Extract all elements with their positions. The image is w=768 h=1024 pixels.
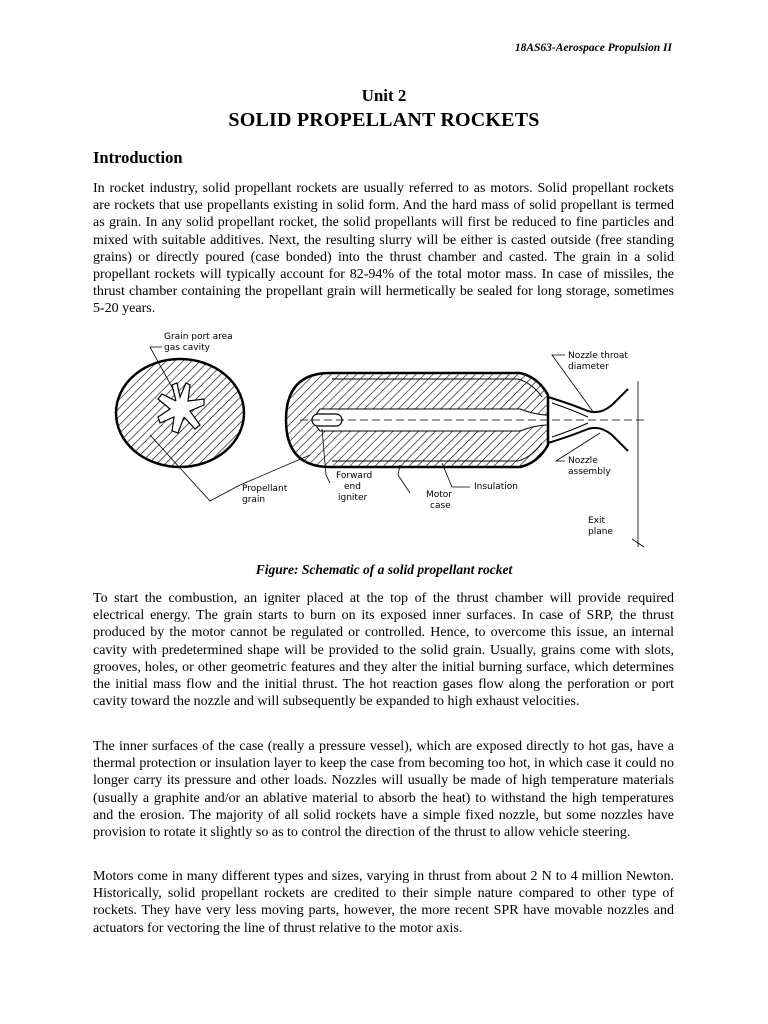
label-forward-3: igniter — [338, 493, 368, 503]
label-motor-1: Motor — [426, 490, 453, 500]
label-nozzle-2: assembly — [568, 467, 611, 477]
label-forward-1: Forward — [336, 471, 373, 481]
label-nozzle-1: Nozzle — [568, 456, 598, 466]
label-motor-2: case — [430, 501, 451, 511]
label-throat-1: Nozzle throat — [568, 351, 628, 361]
paragraph-motor-types: Motors come in many different types and sizes, varying in thrust from about 2 N to 4 million Newton. Historically, solid propellant rockets are credited to their simple nature compared to other type of rockets. They have very less moving parts, however, the more recent SPR have movable nozzles and actuators for vectoring the line of thrust relative to the motor axis. — [93, 869, 674, 936]
label-exit-1: Exit — [588, 516, 606, 526]
cross-section — [116, 359, 244, 467]
label-propellant-2: grain — [242, 495, 266, 505]
rocket-schematic-svg — [100, 325, 660, 555]
rocket-schematic — [100, 325, 660, 555]
label-propellant-1: Propellant — [242, 484, 288, 494]
label-throat-2: diameter — [568, 362, 609, 372]
paragraph-case-nozzle: The inner surfaces of the case (really a pressure vessel), which are exposed directly to hot gas, have a thermal protection or insulation layer to keep the case from becoming too hot, in which case it could no longer carry its pressure and other loads. Nozzles will usually be made of high temperature materials (usually a graphite and/or an ablative material to absorb the heat) to withstand the high temperatures and the erosion. The majority of all solid rockets have a simple fixed nozzle, but some nozzles have provision to rotate it slightly so as to control the direction of the thrust to allow vehicle steering. — [93, 739, 674, 841]
course-header: 18AS63-Aerospace Propulsion II — [514, 42, 672, 54]
label-forward-2: end — [344, 482, 361, 492]
label-insulation: Insulation — [474, 482, 519, 492]
page-title: SOLID PROPELLANT ROCKETS — [228, 109, 540, 131]
unit-heading: Unit 2 — [361, 86, 407, 105]
paragraph-intro: In rocket industry, solid propellant rockets are usually referred to as motors. Solid propellant rockets are rockets that use propellants existing in solid form. And the hard mass of solid propellant is termed as grain. In any solid propellant rocket, the solid propellants will first be reduced to fine particles and mixed with suitable additives. Next, the resulting slurry will be either is casted outside (free standing grains) or directly poured (case bonded) into the thrust chamber and casted. The grain in a solid propellant rockets will typically account for 82-94% of the total motor mass. In case of missiles, the thrust chamber containing the propellant grain will hermetically be sealed for long storage, sometimes 5-20 years. — [93, 181, 674, 317]
label-exit-2: plane — [588, 527, 613, 537]
label-grain-port-1: Grain port area — [164, 332, 233, 342]
label-grain-port-2: gas cavity — [164, 343, 210, 353]
section-heading: Introduction — [93, 148, 183, 167]
paragraph-combustion: To start the combustion, an igniter placed at the top of the thrust chamber will provide required electrical energy. The grain starts to burn on its exposed inner surfaces. In case of SRP, the thrust produced by the motor cannot be regulated or controlled. Hence, to overcome this issue, an internal cavity with predetermined shape will be provided to the solid grain. Usually, grains come with slots, grooves, holes, or other geometric features and they alter the initial burning surface, which determines the initial mass flow and the initial thrust. The hot reaction gases flow along the perforation or port cavity toward the nozzle and will subsequently be expanded to high exhaust velocities. — [93, 591, 674, 710]
figure-caption: Figure: Schematic of a solid propellant rocket — [255, 562, 513, 577]
